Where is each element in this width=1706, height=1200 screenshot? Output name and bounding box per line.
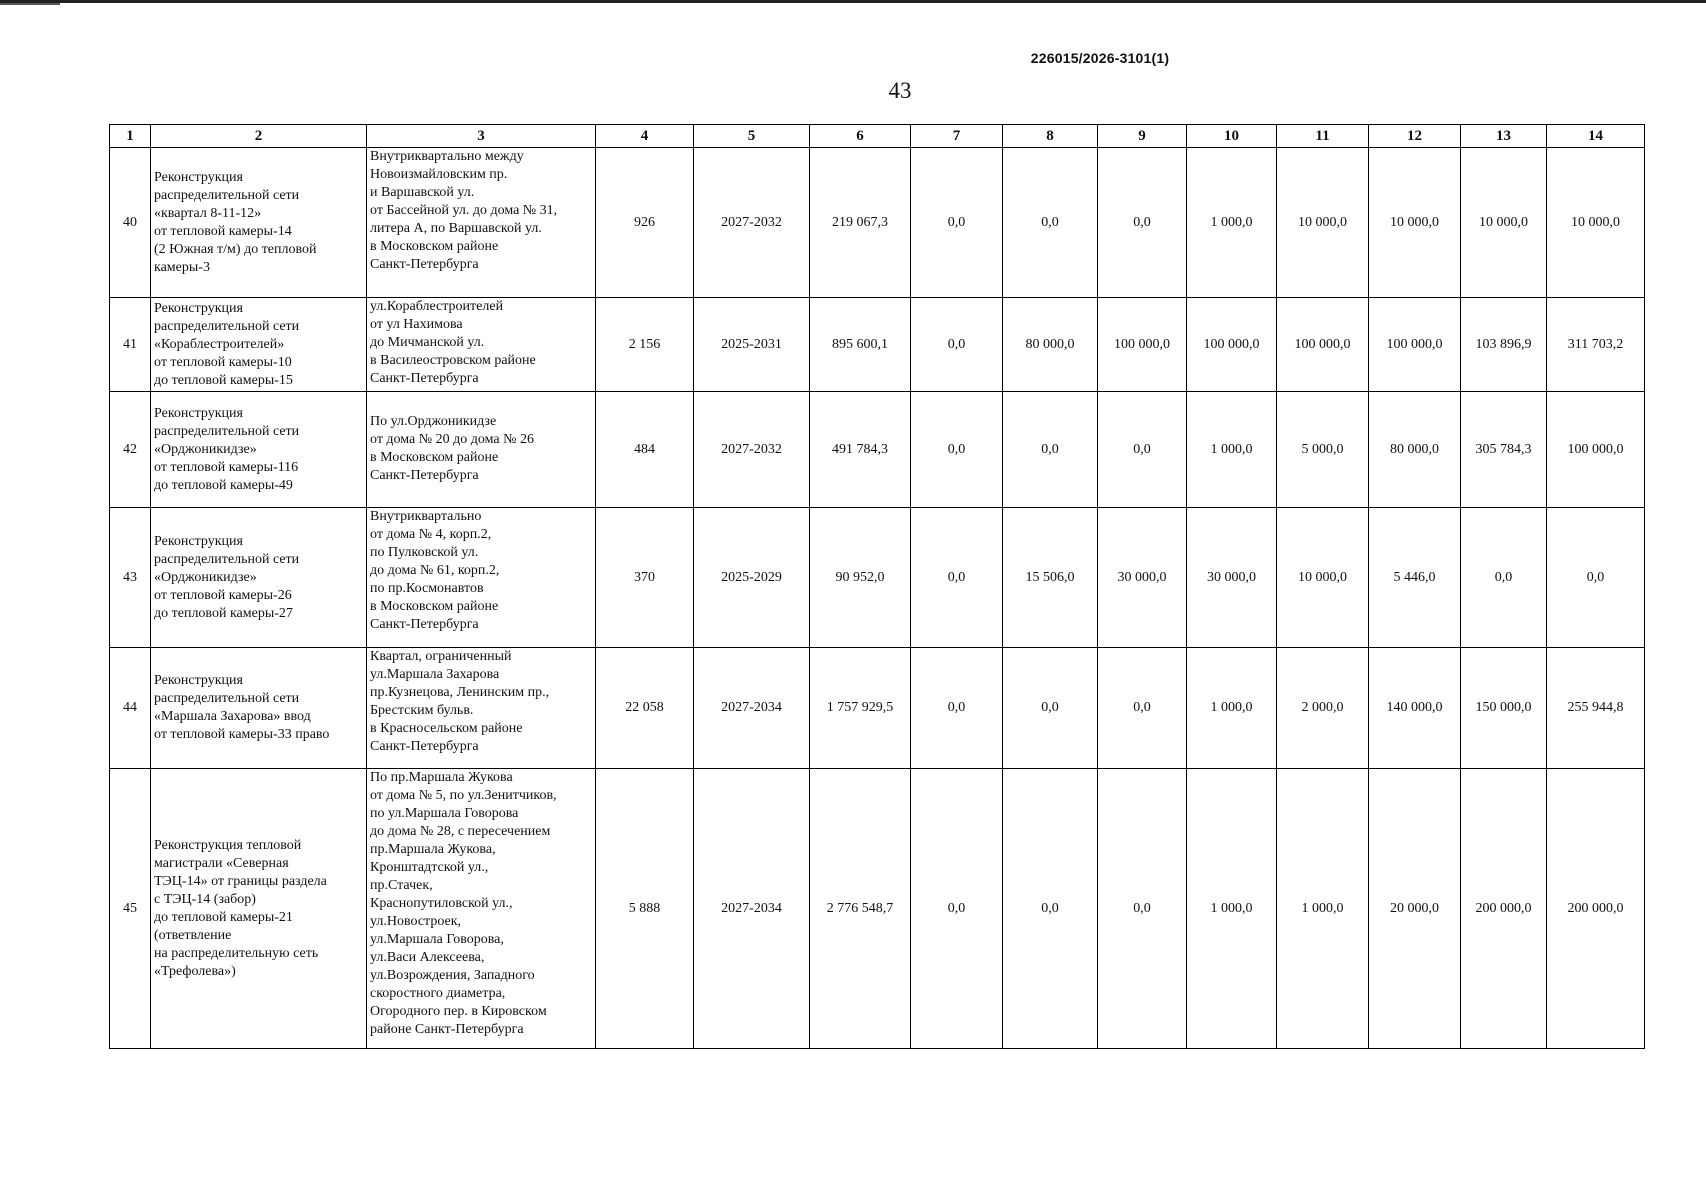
value-cell: 150 000,0 (1461, 648, 1547, 769)
object-name-line: «Орджоникидзе» (154, 441, 257, 457)
period-cell: 2025-2031 (694, 298, 810, 392)
table-row (110, 508, 1645, 648)
object-address (367, 298, 596, 392)
value-cell: 100 000,0 (1277, 298, 1369, 392)
value-cell: 10 000,0 (1277, 148, 1369, 298)
length-cell: 2 156 (596, 298, 694, 392)
value-cell: 1 000,0 (1187, 648, 1277, 769)
column-header: 11 (1277, 125, 1369, 148)
object-address (367, 769, 596, 1049)
value-cell: 0,0 (1003, 648, 1098, 769)
address-line: ул.Маршала Говорова, (370, 932, 504, 947)
column-header: 8 (1003, 125, 1098, 148)
value-cell: 491 784,3 (810, 392, 911, 508)
value-cell: 1 000,0 (1187, 148, 1277, 298)
value-cell: 200 000,0 (1547, 769, 1645, 1049)
value-cell: 140 000,0 (1369, 648, 1461, 769)
column-header: 9 (1098, 125, 1187, 148)
value-cell: 1 000,0 (1277, 769, 1369, 1049)
object-name-line: «квартал 8-11-12» (154, 205, 262, 221)
column-header: 7 (911, 125, 1003, 148)
document-id: 226015/2026-3101(1) (1030, 50, 1170, 66)
address-line: По ул.Орджоникидзе (370, 414, 497, 429)
object-address (367, 508, 596, 648)
address-line: по ул.Маршала Говорова (370, 806, 519, 821)
address-line: Внутриквартально (370, 509, 482, 524)
value-cell: 1 000,0 (1187, 392, 1277, 508)
address-line: Новоизмайловским пр. (370, 167, 508, 182)
address-line: районе Санкт-Петербурга (370, 1022, 524, 1037)
object-name-line: «Трефолева») (154, 963, 236, 979)
object-name-line: до тепловой камеры-27 (154, 605, 293, 621)
object-name-line: от тепловой камеры-14 (154, 223, 292, 239)
column-header: 10 (1187, 125, 1277, 148)
value-cell: 0,0 (911, 508, 1003, 648)
column-header: 14 (1547, 125, 1645, 148)
value-cell: 90 952,0 (810, 508, 911, 648)
address-line: в Василеостровском районе (370, 353, 536, 368)
table-row (110, 392, 1645, 508)
object-name-line: от тепловой камеры-116 (154, 459, 299, 475)
column-header: 6 (810, 125, 911, 148)
address-line: Квартал, ограниченный (370, 649, 512, 664)
period-cell: 2025-2029 (694, 508, 810, 648)
address-line: Огородного пер. в Кировском (370, 1004, 547, 1019)
object-name-line: (2 Южная т/м) до тепловой (154, 241, 317, 257)
value-cell: 5 446,0 (1369, 508, 1461, 648)
table-row (110, 148, 1645, 298)
object-name-line: с ТЭЦ-14 (забор) (154, 891, 256, 907)
address-line: ул.Маршала Захарова (370, 667, 500, 682)
address-line: по пр.Космонавтов (370, 581, 484, 596)
address-line: от дома № 20 до дома № 26 (370, 432, 534, 447)
column-header: 13 (1461, 125, 1547, 148)
scan-top-edge (0, 0, 1706, 3)
object-name-line: от тепловой камеры-33 право (154, 727, 330, 742)
address-line: пр.Маршала Жукова, (370, 842, 496, 857)
table-row (110, 648, 1645, 769)
object-name (151, 148, 367, 298)
address-line: Санкт-Петербурга (370, 371, 479, 386)
object-name-line: от тепловой камеры-10 (154, 354, 292, 370)
address-line: пр.Кузнецова, Ленинским пр., (370, 685, 550, 700)
value-cell: 0,0 (911, 769, 1003, 1049)
value-cell: 0,0 (1461, 508, 1547, 648)
address-line: в Красносельском районе (370, 721, 523, 736)
address-line: литера А, по Варшавской ул. (370, 221, 542, 236)
object-name-line: Реконструкция (154, 300, 243, 316)
period-cell: 2027-2034 (694, 769, 810, 1049)
table-row (110, 298, 1645, 392)
row-number: 40 (110, 148, 151, 298)
row-number: 44 (110, 648, 151, 769)
value-cell: 10 000,0 (1277, 508, 1369, 648)
value-cell: 200 000,0 (1461, 769, 1547, 1049)
object-address (367, 148, 596, 298)
value-cell: 219 067,3 (810, 148, 911, 298)
address-line: от ул Нахимова (370, 317, 463, 332)
address-line: от дома № 4, корп.2, (370, 527, 492, 542)
object-name-line: распределительной сети (154, 551, 300, 567)
object-name-line: Реконструкция тепловой (154, 837, 302, 853)
data-table (109, 124, 1645, 1049)
object-name (151, 392, 367, 508)
value-cell: 0,0 (911, 298, 1003, 392)
address-line: Брестским бульв. (370, 703, 474, 718)
object-name-line: Реконструкция (154, 405, 243, 421)
value-cell: 10 000,0 (1547, 148, 1645, 298)
object-name-line: распределительной сети (154, 318, 300, 334)
address-line: от дома № 5, по ул.Зенитчиков, (370, 788, 557, 803)
column-header: 12 (1369, 125, 1461, 148)
page-number: 43 (888, 78, 912, 103)
value-cell: 10 000,0 (1461, 148, 1547, 298)
address-line: Санкт-Петербурга (370, 468, 479, 483)
address-line: Кронштадтской ул., (370, 860, 489, 875)
object-name-line: до тепловой камеры-15 (154, 372, 293, 388)
object-name-line: на распределительную сеть (154, 945, 319, 961)
length-cell: 370 (596, 508, 694, 648)
row-number: 43 (110, 508, 151, 648)
period-cell: 2027-2032 (694, 148, 810, 298)
address-line: от Бассейной ул. до дома № 31, (370, 203, 558, 218)
scan-top-edge-mark (0, 3, 60, 5)
value-cell: 103 896,9 (1461, 298, 1547, 392)
value-cell: 1 000,0 (1187, 769, 1277, 1049)
value-cell: 0,0 (911, 148, 1003, 298)
object-name-line: «Орджоникидзе» (154, 569, 257, 585)
address-line: в Московском районе (370, 599, 499, 614)
object-name-line: камеры-3 (154, 259, 210, 275)
table-row (110, 769, 1645, 1049)
object-name-line: Реконструкция (154, 169, 243, 185)
address-line: Краснопутиловской ул., (370, 896, 513, 911)
object-name-line: до тепловой камеры-49 (154, 477, 293, 493)
value-cell: 0,0 (1003, 769, 1098, 1049)
value-cell: 80 000,0 (1369, 392, 1461, 508)
value-cell: 15 506,0 (1003, 508, 1098, 648)
address-line: по Пулковской ул. (370, 545, 479, 560)
value-cell: 100 000,0 (1187, 298, 1277, 392)
address-line: Санкт-Петербурга (370, 257, 479, 272)
value-cell: 1 757 929,5 (810, 648, 911, 769)
object-name (151, 769, 367, 1049)
address-line: пр.Стачек, (370, 878, 433, 893)
object-address (367, 392, 596, 508)
address-line: до Мичманской ул. (370, 335, 485, 350)
value-cell: 100 000,0 (1098, 298, 1187, 392)
column-header: 5 (694, 125, 810, 148)
object-name-line: Реконструкция (154, 673, 243, 688)
length-cell: 5 888 (596, 769, 694, 1049)
value-cell: 10 000,0 (1369, 148, 1461, 298)
address-line: и Варшавской ул. (370, 185, 475, 200)
row-number: 41 (110, 298, 151, 392)
value-cell: 0,0 (1098, 392, 1187, 508)
length-cell: 484 (596, 392, 694, 508)
value-cell: 0,0 (1098, 648, 1187, 769)
object-name-line: ТЭЦ-14» от границы раздела (154, 873, 327, 889)
value-cell: 100 000,0 (1547, 392, 1645, 508)
column-header-row (110, 125, 1645, 148)
value-cell: 30 000,0 (1098, 508, 1187, 648)
object-name (151, 648, 367, 769)
length-cell: 22 058 (596, 648, 694, 769)
value-cell: 30 000,0 (1187, 508, 1277, 648)
value-cell: 0,0 (1098, 148, 1187, 298)
value-cell: 80 000,0 (1003, 298, 1098, 392)
value-cell: 100 000,0 (1369, 298, 1461, 392)
object-name-line: «Маршала Захарова» ввод (154, 709, 311, 724)
object-name-line: «Кораблестроителей» (154, 336, 285, 352)
value-cell: 5 000,0 (1277, 392, 1369, 508)
value-cell: 0,0 (1003, 392, 1098, 508)
object-name (151, 298, 367, 392)
value-cell: 305 784,3 (1461, 392, 1547, 508)
value-cell: 2 776 548,7 (810, 769, 911, 1049)
address-line: скоростного диаметра, (370, 986, 506, 1001)
object-name-line: распределительной сети (154, 187, 300, 203)
column-header: 3 (367, 125, 596, 148)
value-cell: 0,0 (1003, 148, 1098, 298)
object-name-line: от тепловой камеры-26 (154, 587, 292, 603)
value-cell: 895 600,1 (810, 298, 911, 392)
address-line: ул.Возрождения, Западного (370, 968, 535, 983)
object-name-line: Реконструкция (154, 533, 243, 549)
value-cell: 2 000,0 (1277, 648, 1369, 769)
address-line: до дома № 28, с пересечением (370, 824, 551, 839)
object-name-line: распределительной сети (154, 423, 300, 439)
address-line: ул.Кораблестроителей (370, 299, 504, 314)
address-line: до дома № 61, корп.2, (370, 563, 500, 578)
length-cell: 926 (596, 148, 694, 298)
period-cell: 2027-2034 (694, 648, 810, 769)
value-cell: 0,0 (911, 392, 1003, 508)
address-line: По пр.Маршала Жукова (370, 770, 513, 785)
row-number: 45 (110, 769, 151, 1049)
column-header: 1 (110, 125, 151, 148)
column-header: 4 (596, 125, 694, 148)
value-cell: 20 000,0 (1369, 769, 1461, 1049)
address-line: Внутриквартально между (370, 149, 524, 164)
address-line: Санкт-Петербурга (370, 739, 479, 754)
value-cell: 0,0 (1547, 508, 1645, 648)
object-name-line: до тепловой камеры-21 (154, 909, 293, 925)
address-line: ул.Васи Алексеева, (370, 950, 485, 965)
period-cell: 2027-2032 (694, 392, 810, 508)
row-number: 42 (110, 392, 151, 508)
value-cell: 255 944,8 (1547, 648, 1645, 769)
object-name-line: магистрали «Северная (154, 855, 289, 871)
value-cell: 0,0 (911, 648, 1003, 769)
object-name (151, 508, 367, 648)
address-line: в Московском районе (370, 239, 499, 254)
address-line: в Московском районе (370, 450, 499, 465)
object-name-line: распределительной сети (154, 691, 300, 706)
object-name-line: (ответвление (154, 927, 232, 943)
object-address (367, 648, 596, 769)
address-line: ул.Новостроек, (370, 914, 462, 929)
value-cell: 311 703,2 (1547, 298, 1645, 392)
address-line: Санкт-Петербурга (370, 617, 479, 632)
value-cell: 0,0 (1098, 769, 1187, 1049)
column-header: 2 (151, 125, 367, 148)
